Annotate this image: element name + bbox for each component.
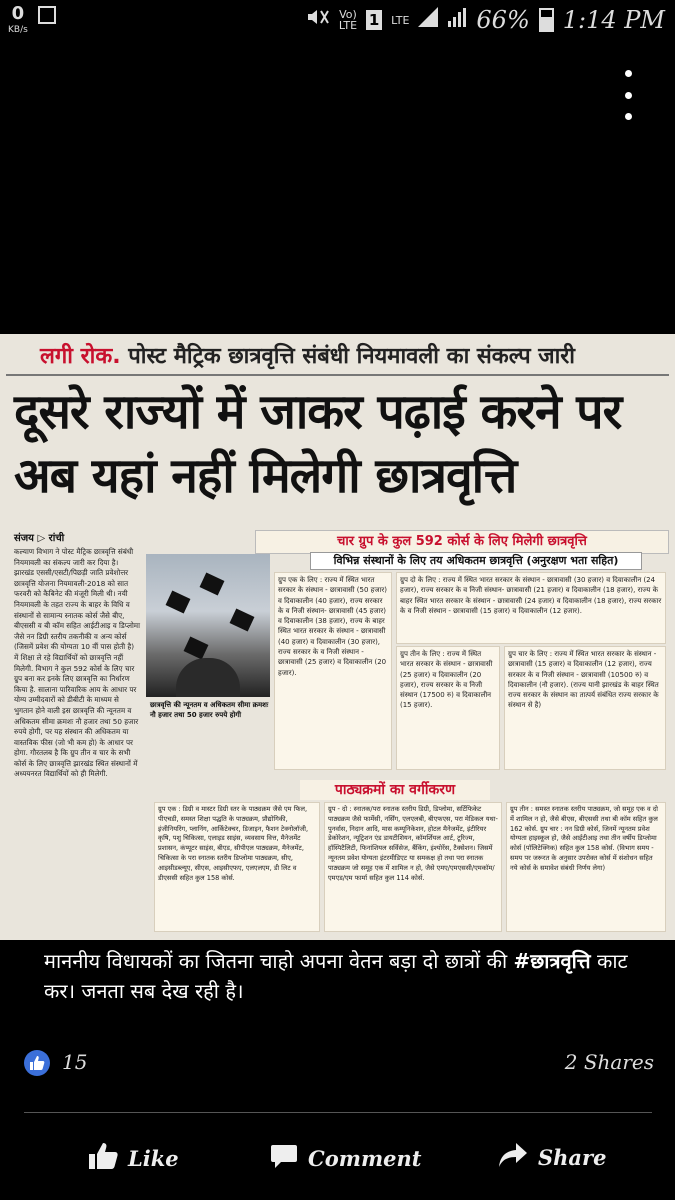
clock: 1:14 PM	[562, 6, 665, 34]
share-arrow-icon	[498, 1142, 528, 1173]
action-bar	[0, 1136, 675, 1186]
group-four-scholarship: ग्रुप चार के लिए : राज्य में स्थित भारत सरकार के संस्थान - छात्रावासी (15 हजार) व दिवाकालीन (12 हजार), राज्य सरकार के व निजी संस्थान - छात्रावासी (10500 रु) व दिवाकालीन (नौ हजार). (राज्य यानी झारखंड के बाहर स्थित राज्य सरकार के संस्थान का तात्पर्य संबंधित राज्य सरकार के संस्थान से है)	[504, 646, 666, 770]
newspaper-article-text: कल्याण विभाग ने पोस्ट मैट्रिक छात्रवृत्ति संबंधी नियमावली का संकल्प जारी कर दिया है। झारखंड एससी/एसटी/पिछड़ी जाति प्रवेशोत्तर छात्रवृत्ति योजना नियमावली-2018 को सात फरवरी को कैबिनेट की मंजूरी मिली थी। नयी नियमावली के तहत राज्य के बाहर के विधि व संस्थानों से सामान्य स्नातक कोर्स जैसे बीए, बीएससी व बी कॉम सहित आईटीआइ व डिप्लोमा जैसे नन डिग्री स्तरीय तकनीकी व अन्य कोर्स (जिसमें प्रवेश की योग्यता 10 वीं पास होती है) में शिक्षा ले रहे विद्यार्थियों को छात्रवृत्ति नहीं मिलेगी. विभाग ने कुल 592 कोर्स के लिए चार ग्रुप बना कर इनके लिए छात्रवृत्ति का निर्धारण किया है. सालाना पारिवारिक आय के आधार पर योग्य उम्मीदवारों को डीबीटी के माध्यम से भुगतान होने वाली इस छात्रवृत्ति की न्यूनतम व अधिकतम सीमा क्रमशः नौ हजार तथा 50 हजार रुपये होगी, पर यह संस्थान की अधिकतम या वास्तविक फीस (जो भी कम हो) के आधार पर होगा. गौरतलब है कि ग्रुप तीन व चार के सभी कोर्स के लिए छात्रवृत्ति झारखंड स्थित संस्थानों में अध्ययनरत विद्यार्थियों को ही मिलेगी.	[14, 547, 140, 779]
post-photo[interactable]	[0, 334, 675, 940]
graduation-photo	[146, 554, 270, 697]
divider	[6, 374, 669, 376]
section-title: पाठ्यक्रमों का वर्गीकरण	[300, 780, 490, 800]
battery-icon	[539, 8, 554, 32]
data-speed-unit: KB/s	[8, 25, 28, 35]
share-button[interactable]	[498, 1142, 606, 1173]
comment-button[interactable]	[270, 1142, 422, 1175]
like-reaction-icon[interactable]	[24, 1050, 50, 1076]
signal-icon	[418, 7, 438, 33]
kicker-text: पोस्ट मैट्रिक छात्रवृत्ति संबंधी नियमावली का संकल्प जारी	[120, 344, 576, 369]
gallery-notification-icon	[38, 6, 56, 24]
like-count[interactable]: 15	[62, 1050, 88, 1074]
post-caption	[44, 946, 644, 1006]
post-text-part-1: माननीय विधायकों का जितना चाहो अपना वेतन बड़ा दो छात्रों की	[44, 949, 514, 973]
newspaper-kicker	[40, 340, 575, 370]
course-group-one: ग्रुप एक : डिग्री व मास्टर डिग्री स्तर के पाठ्यक्रम जैसे एम फिल, पीएचडी, समस्त शिक्षा पद्धति के पाठ्यक्रम, प्रौद्योगिकी, इंजीनियरिंग, प्लानिंग, आर्किटेक्चर, डिजाइन, फैशन टेक्नोलॉजी, कृषि, पशु चिकित्सा, एलाइड साइंस, व्यवसाय वित्त, मैनेजमेंट प्रशासन, कंप्यूटर साइंस, बीएड, सीपीएल पाठ्यक्रम, मैनेजमेंट, चिकित्सा के परा स्नातक स्तरीय डिप्लोमा पाठ्यक्रम, सीए, आइसीडब्ल्यूए, सीएस, आइसीएफए, एलएलएम, डी लिट व डीएससी सहित कुल 158 कोर्स.	[154, 802, 320, 932]
newspaper-headline: दूसरे राज्यों में जाकर पढ़ाई करने पर अब यहां नहीं मिलेगी छात्रवृत्ति	[14, 384, 622, 504]
course-group-two: ग्रुप - दो : स्नातक/परा स्नातक स्तरीय डिग्री, डिप्लोमा, सर्टिफिकेट पाठ्यक्रम जैसे फार्मेसी, नर्सिंग, एलएलबी, बीएफएस, परा मेडिकल यथा-पुनर्वास, निदान आदि, मास कम्यूनिकेशन, होटल मैनेजमेंट, इंटीरियर डेकोरेशन, न्यूट्रिशन एंड डायटीशियन, कॉमर्शियल आर्ट, टूरिज्म, हॉस्पिटैलिटी, फिनांशियल सर्विसेज, बैंकिंग, इंश्योरेंस, टैक्सेशन। जिसमें न्यूनतम प्रवेश योग्यता इंटरमीडिएट या समकक्ष हो तथा परा स्नातक पाठ्यक्रम जो समूह एक में शामिल न हो, जैसे एमए/एमएससी/एमकॉम/एमएड/एम फार्मा सहित कुल 114 कोर्स.	[324, 802, 502, 932]
lte-indicator: LTE	[391, 13, 410, 27]
group-two-scholarship: ग्रुप दो के लिए : राज्य में स्थित भारत सरकार के संस्थान - छात्रावासी (30 हजार) व दिवाकालीन (24 हजार), राज्य सरकार के व निजी संस्थान- छात्रावासी (21 हजार) व दिवाकालीन (18 हजार), राज्य के बाहर स्थित भारत सरकार के संस्थान - छात्रावासी (24 हजार) व दिवाकालीन (18 हजार), राज्य सरकार के व निजी संस्थान - छात्रावासी (15 हजार) व दिवाकालीन (12 हजार).	[396, 572, 666, 644]
like-button[interactable]	[88, 1142, 179, 1175]
kicker-red: लगी रोक.	[40, 344, 121, 369]
group-three-scholarship: ग्रुप तीन के लिए : राज्य में स्थित भारत सरकार के संस्थान - छात्रावासी (25 हजार) व दिवाकालीन (20 हजार), राज्य सरकार के व निजी संस्थान (17500 रु) व दिवाकालीन (15 हजार).	[396, 646, 500, 770]
status-bar	[0, 0, 675, 44]
divider	[24, 1112, 652, 1113]
course-group-three-four: ग्रुप तीन : समस्त स्नातक स्तरीय पाठ्यक्रम, जो समूह एक व दो में शामिल न हो, जैसे बीएस, बीएससी तथा बी कॉम सहित कुल 162 कोर्स. ग्रुप चार : नन डिग्री कोर्स, जिनमें न्यूनतम प्रवेश योग्यता हाइस्कूल हो, जैसे आईटीआइ तथा तीन वर्षीय डिप्लोमा कोर्स (पॉलिटेक्निक) सहित कुल 158 कोर्स. (विभाग समय - समय पर जरूरत के अनुसार उपरोक्त कोर्स में संशोधन सहित नये कोर्स के समावेश संबंधी निर्णय लेगा)	[506, 802, 666, 932]
signal-icon-2	[447, 7, 467, 33]
sim-indicator: 1	[366, 10, 382, 30]
newspaper-byline: संजय ▷ रांची	[14, 533, 65, 544]
data-speed	[8, 3, 28, 38]
comment-label: Comment	[308, 1146, 422, 1171]
newspaper-box-title: चार ग्रुप के कुल 592 कोर्स के लिए मिलेगी छात्रवृत्ति	[255, 530, 669, 554]
thumbs-up-icon	[88, 1142, 118, 1175]
volte-indicator: Vo) LTE	[338, 8, 358, 32]
group-one-scholarship: ग्रुप एक के लिए : राज्य में स्थित भारत सरकार के संस्थान - छात्रावासी (50 हजार) व दिवाकालीन (40 हजार), राज्य सरकार के व निजी संस्थान- छात्रावासी (45 हजार) व दिवाकालीन (38 हजार), राज्य के बाहर स्थित भारत सरकार के संस्थान - छात्रावासी (40 हजार) व दिवाकालीन (30 हजार), राज्य सरकार के व निजी संस्थान - छात्रावासी (25 हजार) व दिवाकालीन (20 हजार).	[274, 572, 392, 770]
mute-icon	[306, 7, 330, 33]
shares-count[interactable]: 2 Shares	[564, 1050, 654, 1074]
more-options-icon[interactable]	[618, 70, 638, 120]
reactions-bar	[24, 1048, 654, 1078]
comment-icon	[270, 1142, 298, 1175]
battery-percent: 66%	[476, 6, 530, 34]
data-speed-value: 0	[11, 3, 25, 24]
share-label: Share	[538, 1145, 607, 1170]
hashtag-link[interactable]: #छात्रवृत्ति	[513, 949, 591, 973]
like-label: Like	[128, 1146, 179, 1171]
photo-caption: छात्रवृत्ति की न्यूनतम व अधिकतम सीमा क्रमशः नौ हजार तथा 50 हजार रुपये होगी	[150, 701, 269, 719]
post-text-part-2: काट कर। जनता सब देख रही है।	[44, 949, 628, 1003]
newspaper-box-subtitle: विभिन्न संस्थानों के लिए तय अधिकतम छात्रवृत्ति (अनुरक्षण भता सहित)	[310, 552, 642, 570]
